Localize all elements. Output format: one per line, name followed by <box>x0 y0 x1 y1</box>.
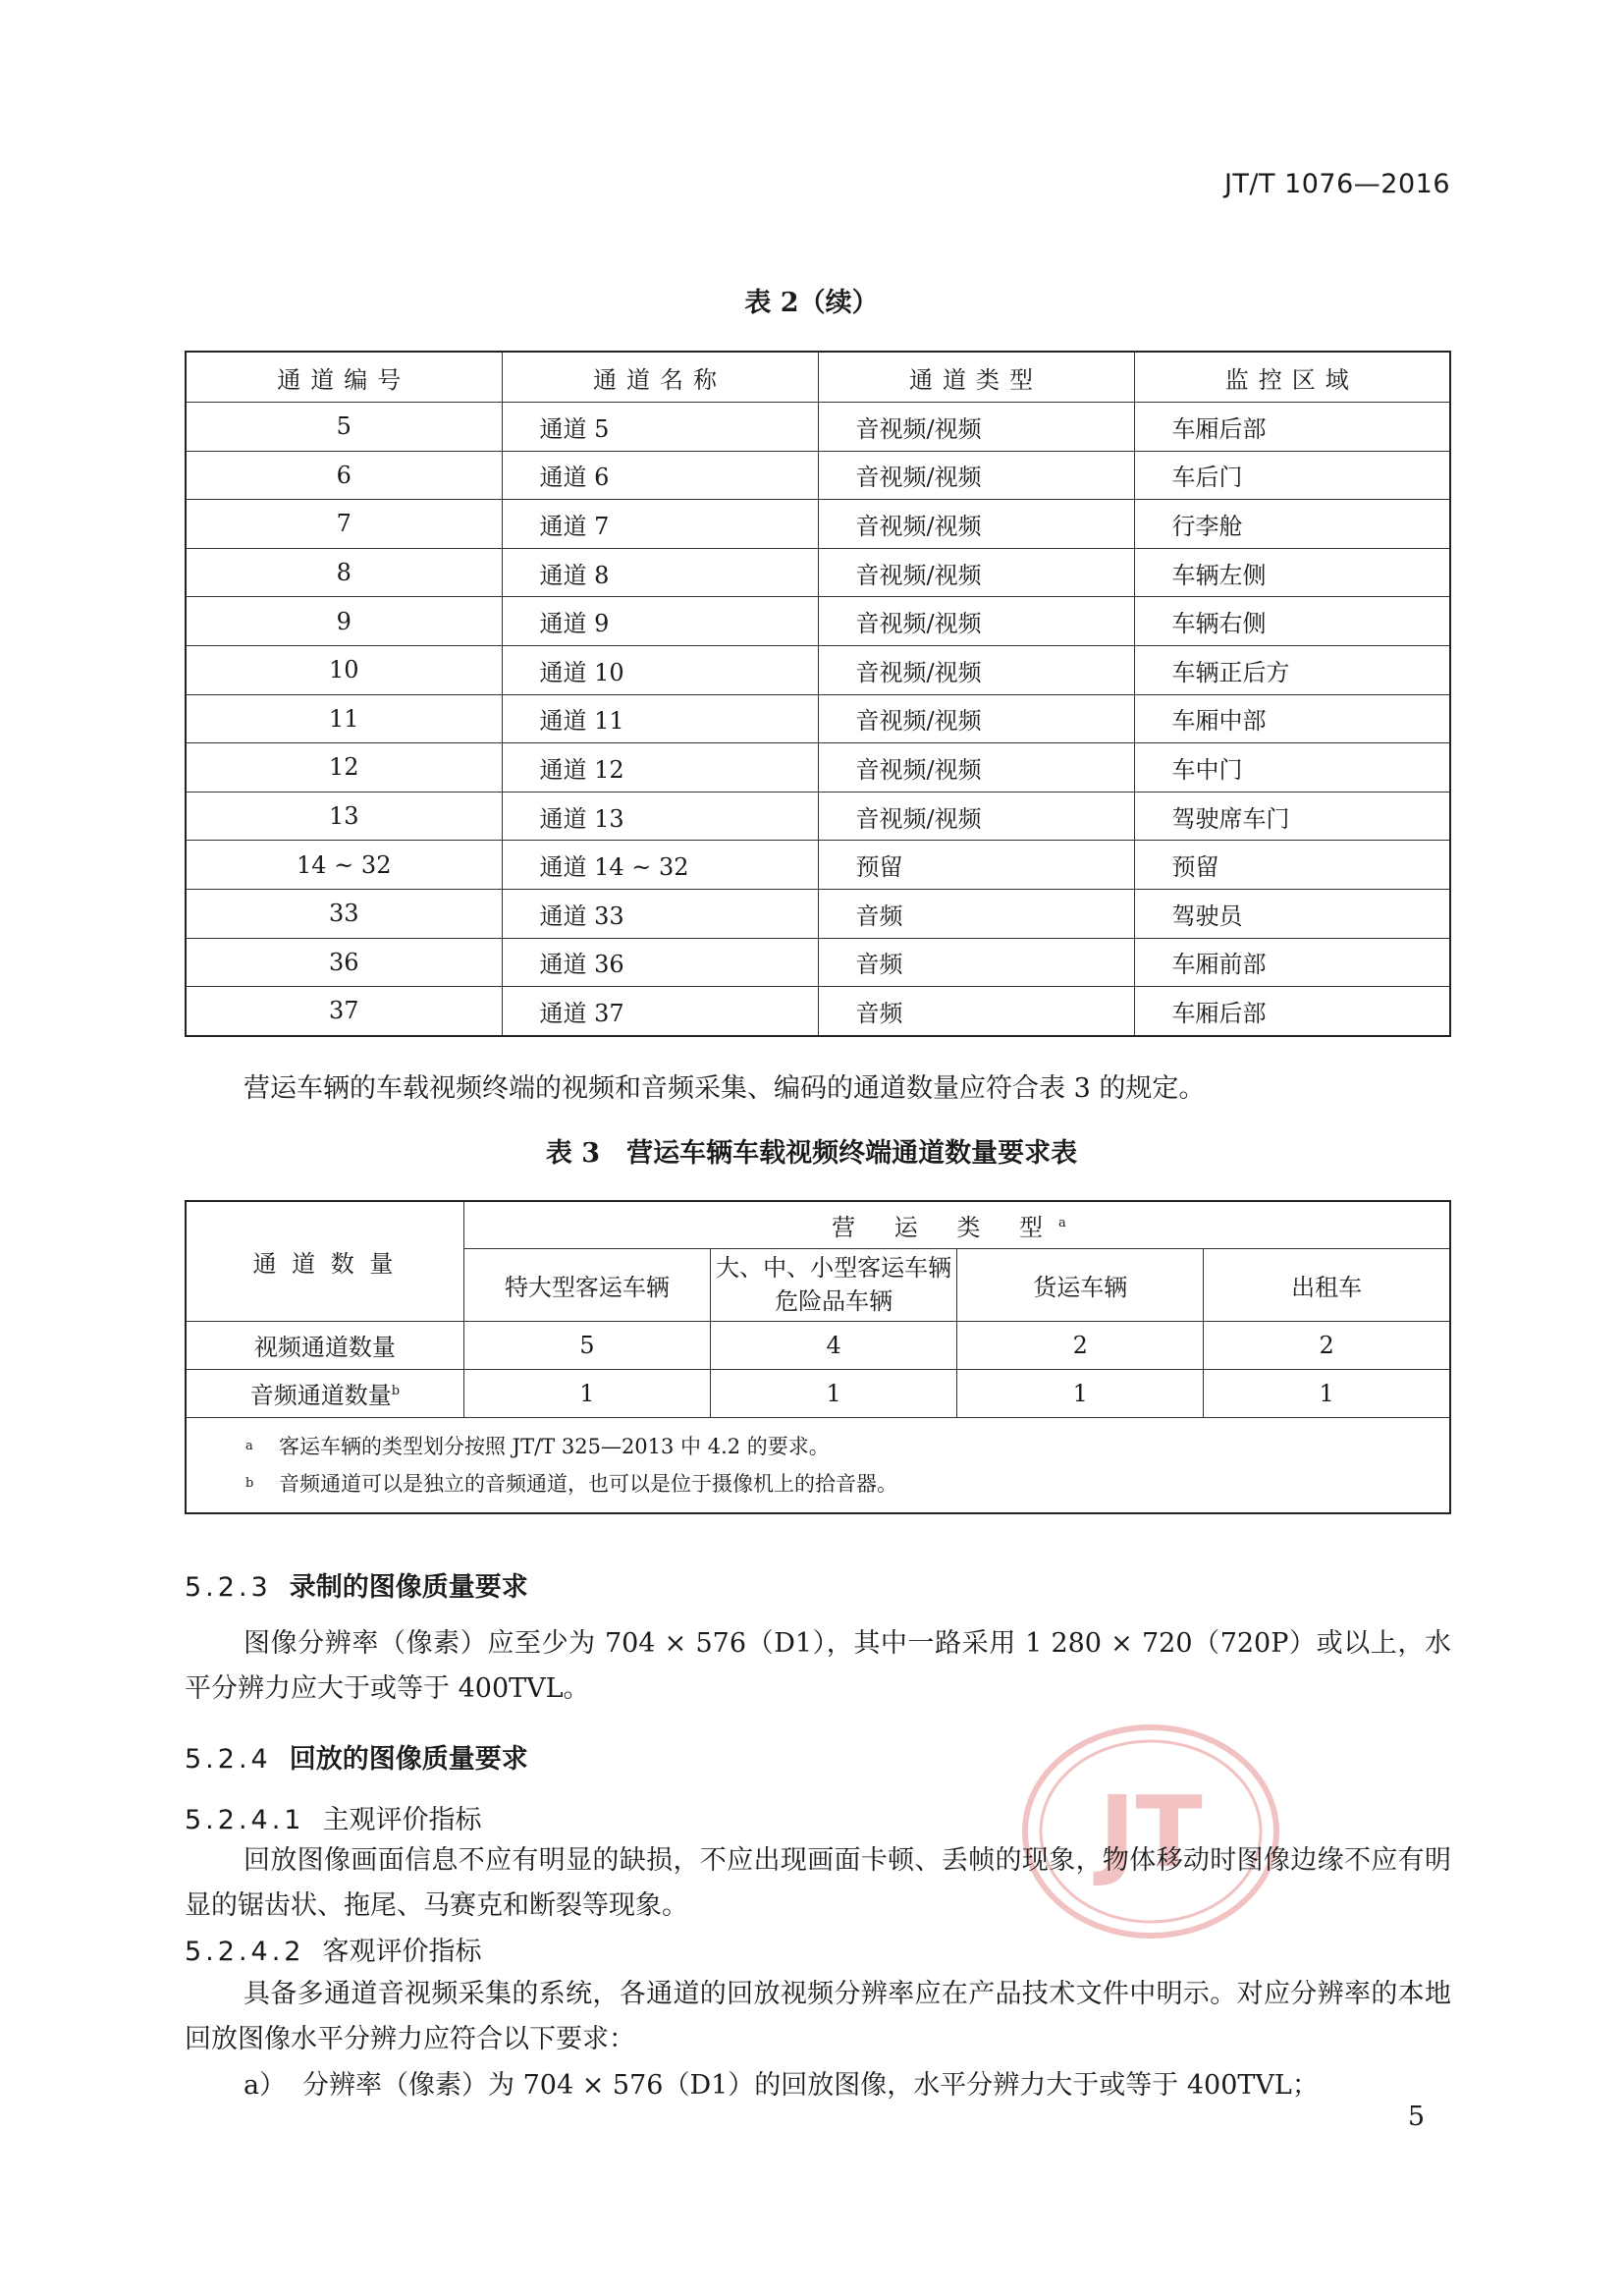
cell-channel-no: 33 <box>186 889 502 938</box>
table3-notes <box>186 1417 1450 1513</box>
row-label <box>186 1369 463 1417</box>
cell-monitor-area: 车辆左侧 <box>1134 548 1450 597</box>
row-label-text: 音频通道数量 <box>249 1382 392 1409</box>
section-title: 回放的图像质量要求 <box>289 1744 528 1775</box>
cell-monitor-area: 车厢后部 <box>1134 403 1450 452</box>
note-text: 客运车辆的类型划分按照 JT/T 325—2013 中 4.2 的要求。 <box>279 1434 830 1458</box>
table-cell: 2 <box>957 1321 1204 1369</box>
section-5-2-4-2-heading <box>185 1930 481 1968</box>
cell-channel-no: 12 <box>186 743 502 793</box>
table3-corner-header: 通 道 数 量 <box>186 1201 463 1321</box>
cell-monitor-area: 车中门 <box>1134 743 1450 793</box>
table2-row <box>186 841 1450 890</box>
cell-channel-no: 6 <box>186 451 502 500</box>
type-passenger-hazmat: 大、中、小型客运车辆 危险品车辆 <box>711 1248 957 1321</box>
table-cell: 1 <box>1204 1369 1450 1417</box>
table-cell: 1 <box>463 1369 710 1417</box>
cell-channel-name: 通道 10 <box>502 645 818 694</box>
cell-channel-type: 音频 <box>818 889 1134 938</box>
cell-channel-type: 音视频/视频 <box>818 694 1134 743</box>
cell-monitor-area: 车后门 <box>1134 451 1450 500</box>
row-label <box>186 1321 463 1369</box>
table2-row <box>186 938 1450 987</box>
cell-channel-name: 通道 8 <box>502 548 818 597</box>
table2-header-row <box>186 352 1450 403</box>
row-label-text: 视频通道数量 <box>253 1334 396 1361</box>
list-item-a <box>185 2063 1451 2108</box>
intro-paragraph: 营运车辆的车载视频终端的视频和音频采集、编码的通道数量应符合表 3 的规定。 <box>243 1073 1206 1104</box>
table2-row <box>186 500 1450 549</box>
cell-channel-no: 7 <box>186 500 502 549</box>
group-header-mark: a <box>1057 1215 1082 1230</box>
cell-channel-type: 音视频/视频 <box>818 792 1134 841</box>
section-number: 5.2.4.2 <box>185 1937 305 1967</box>
cell-channel-type: 音视频/视频 <box>818 403 1134 452</box>
table2-row <box>186 645 1450 694</box>
table-cell: 1 <box>957 1369 1204 1417</box>
cell-channel-name: 通道 11 <box>502 694 818 743</box>
header-channel-no: 通道编号 <box>186 352 502 403</box>
cell-channel-name: 通道 13 <box>502 792 818 841</box>
cell-monitor-area: 车厢后部 <box>1134 987 1450 1036</box>
group-header-text: 营 运 类 型 <box>832 1213 1058 1241</box>
section-title: 录制的图像质量要求 <box>289 1572 528 1603</box>
cell-channel-name: 通道 33 <box>502 889 818 938</box>
cell-channel-type: 音频 <box>818 938 1134 987</box>
section-5-2-4-1-body: 回放图像画面信息不应有明显的缺损，不应出现画面卡顿、丢帧的现象，物体移动时图像边缘不应有明显的锯齿状、拖尾、马赛克和断裂等现象。 <box>185 1845 1451 1921</box>
cell-monitor-area: 车厢中部 <box>1134 694 1450 743</box>
cell-channel-no: 36 <box>186 938 502 987</box>
table3-note-b <box>245 1465 1449 1503</box>
stamp-text: JT <box>1099 1775 1203 1889</box>
cell-channel-no: 37 <box>186 987 502 1036</box>
table-cell: 5 <box>463 1321 710 1369</box>
cell-channel-no: 5 <box>186 403 502 452</box>
header-channel-name: 通道名称 <box>502 352 818 403</box>
cell-channel-no: 8 <box>186 548 502 597</box>
table2-row <box>186 694 1450 743</box>
cell-monitor-area: 驾驶席车门 <box>1134 792 1450 841</box>
cell-channel-name: 通道 36 <box>502 938 818 987</box>
cell-monitor-area: 车厢前部 <box>1134 938 1450 987</box>
cell-channel-name: 通道 5 <box>502 403 818 452</box>
cell-channel-type: 音视频/视频 <box>818 451 1134 500</box>
cell-channel-type: 音视频/视频 <box>818 548 1134 597</box>
cell-channel-type: 预留 <box>818 841 1134 890</box>
cell-channel-no: 14 ~ 32 <box>186 841 502 890</box>
note-mark: b <box>245 1475 254 1491</box>
table3-note-a <box>245 1428 1449 1465</box>
cell-monitor-area: 车辆正后方 <box>1134 645 1450 694</box>
cell-channel-name: 通道 14 ~ 32 <box>502 841 818 890</box>
cell-channel-name: 通道 7 <box>502 500 818 549</box>
table2-row <box>186 548 1450 597</box>
list-item-text: 分辨率（像素）为 704 × 576（D1）的回放图像，水平分辨力大于或等于 400TVL； <box>302 2070 1319 2101</box>
cell-channel-type: 音视频/视频 <box>818 743 1134 793</box>
cell-monitor-area: 预留 <box>1134 841 1450 890</box>
table2-row <box>186 792 1450 841</box>
table3-caption: 表 3 营运车辆车载视频终端通道数量要求表 <box>545 1138 1078 1169</box>
cell-channel-type: 音频 <box>818 987 1134 1036</box>
table2-caption: 表 2（续） <box>744 288 879 318</box>
cell-channel-no: 11 <box>186 694 502 743</box>
section-title: 主观评价指标 <box>322 1805 482 1835</box>
cell-channel-no: 9 <box>186 597 502 646</box>
note-mark: a <box>245 1438 253 1453</box>
cell-channel-name: 通道 12 <box>502 743 818 793</box>
table3 <box>185 1200 1451 1514</box>
note-text: 音频通道可以是独立的音频通道，也可以是位于摄像机上的拾音器。 <box>279 1471 897 1496</box>
table3-group-header <box>463 1201 1450 1248</box>
cell-channel-name: 通道 9 <box>502 597 818 646</box>
type-taxi: 出租车 <box>1204 1248 1450 1321</box>
header-channel-type: 通道类型 <box>818 352 1134 403</box>
section-number: 5.2.3 <box>185 1572 272 1603</box>
cell-monitor-area: 行李舱 <box>1134 500 1450 549</box>
row-label-mark: b <box>391 1384 401 1398</box>
table2-row <box>186 889 1450 938</box>
document-code: JT/T 1076—2016 <box>1223 169 1450 199</box>
section-5-2-4-1-heading <box>185 1798 481 1836</box>
table-cell: 4 <box>711 1321 957 1369</box>
section-5-2-3-body: 图像分辨率（像素）应至少为 704 × 576（D1），其中一路采用 1 280 × 720（720P）或以上，水平分辨力应大于或等于 400TVL。 <box>185 1628 1451 1704</box>
type-freight: 货运车辆 <box>957 1248 1204 1321</box>
section-number: 5.2.4.1 <box>185 1805 305 1835</box>
page-number: 5 <box>1407 2102 1425 2132</box>
header-monitor-area: 监控区域 <box>1134 352 1450 403</box>
cell-channel-no: 13 <box>186 792 502 841</box>
cell-channel-type: 音视频/视频 <box>818 500 1134 549</box>
table-cell: 2 <box>1204 1321 1450 1369</box>
list-item-label: a） <box>243 2070 287 2101</box>
table3-row-audio <box>186 1369 1450 1417</box>
section-number: 5.2.4 <box>185 1744 272 1775</box>
table3-row-video <box>186 1321 1450 1369</box>
table-cell: 1 <box>711 1369 957 1417</box>
section-5-2-3-heading <box>185 1565 528 1604</box>
table2-row <box>186 403 1450 452</box>
cell-channel-type: 音视频/视频 <box>818 597 1134 646</box>
table2-row <box>186 597 1450 646</box>
cell-monitor-area: 驾驶员 <box>1134 889 1450 938</box>
cell-channel-no: 10 <box>186 645 502 694</box>
section-5-2-4-heading <box>185 1737 528 1776</box>
cell-channel-name: 通道 6 <box>502 451 818 500</box>
table2 <box>185 351 1451 1037</box>
table2-row <box>186 987 1450 1036</box>
type-extra-large-passenger: 特大型客运车辆 <box>463 1248 710 1321</box>
cell-channel-name: 通道 37 <box>502 987 818 1036</box>
section-5-2-4-2-body: 具备多通道音视频采集的系统，各通道的回放视频分辨率应在产品技术文件中明示。对应分辨率的本地回放图像水平分辨力应符合以下要求： <box>185 1979 1451 2054</box>
section-title: 客观评价指标 <box>322 1937 482 1967</box>
table2-row <box>186 743 1450 793</box>
cell-channel-type: 音视频/视频 <box>818 645 1134 694</box>
cell-monitor-area: 车辆右侧 <box>1134 597 1450 646</box>
table2-row <box>186 451 1450 500</box>
